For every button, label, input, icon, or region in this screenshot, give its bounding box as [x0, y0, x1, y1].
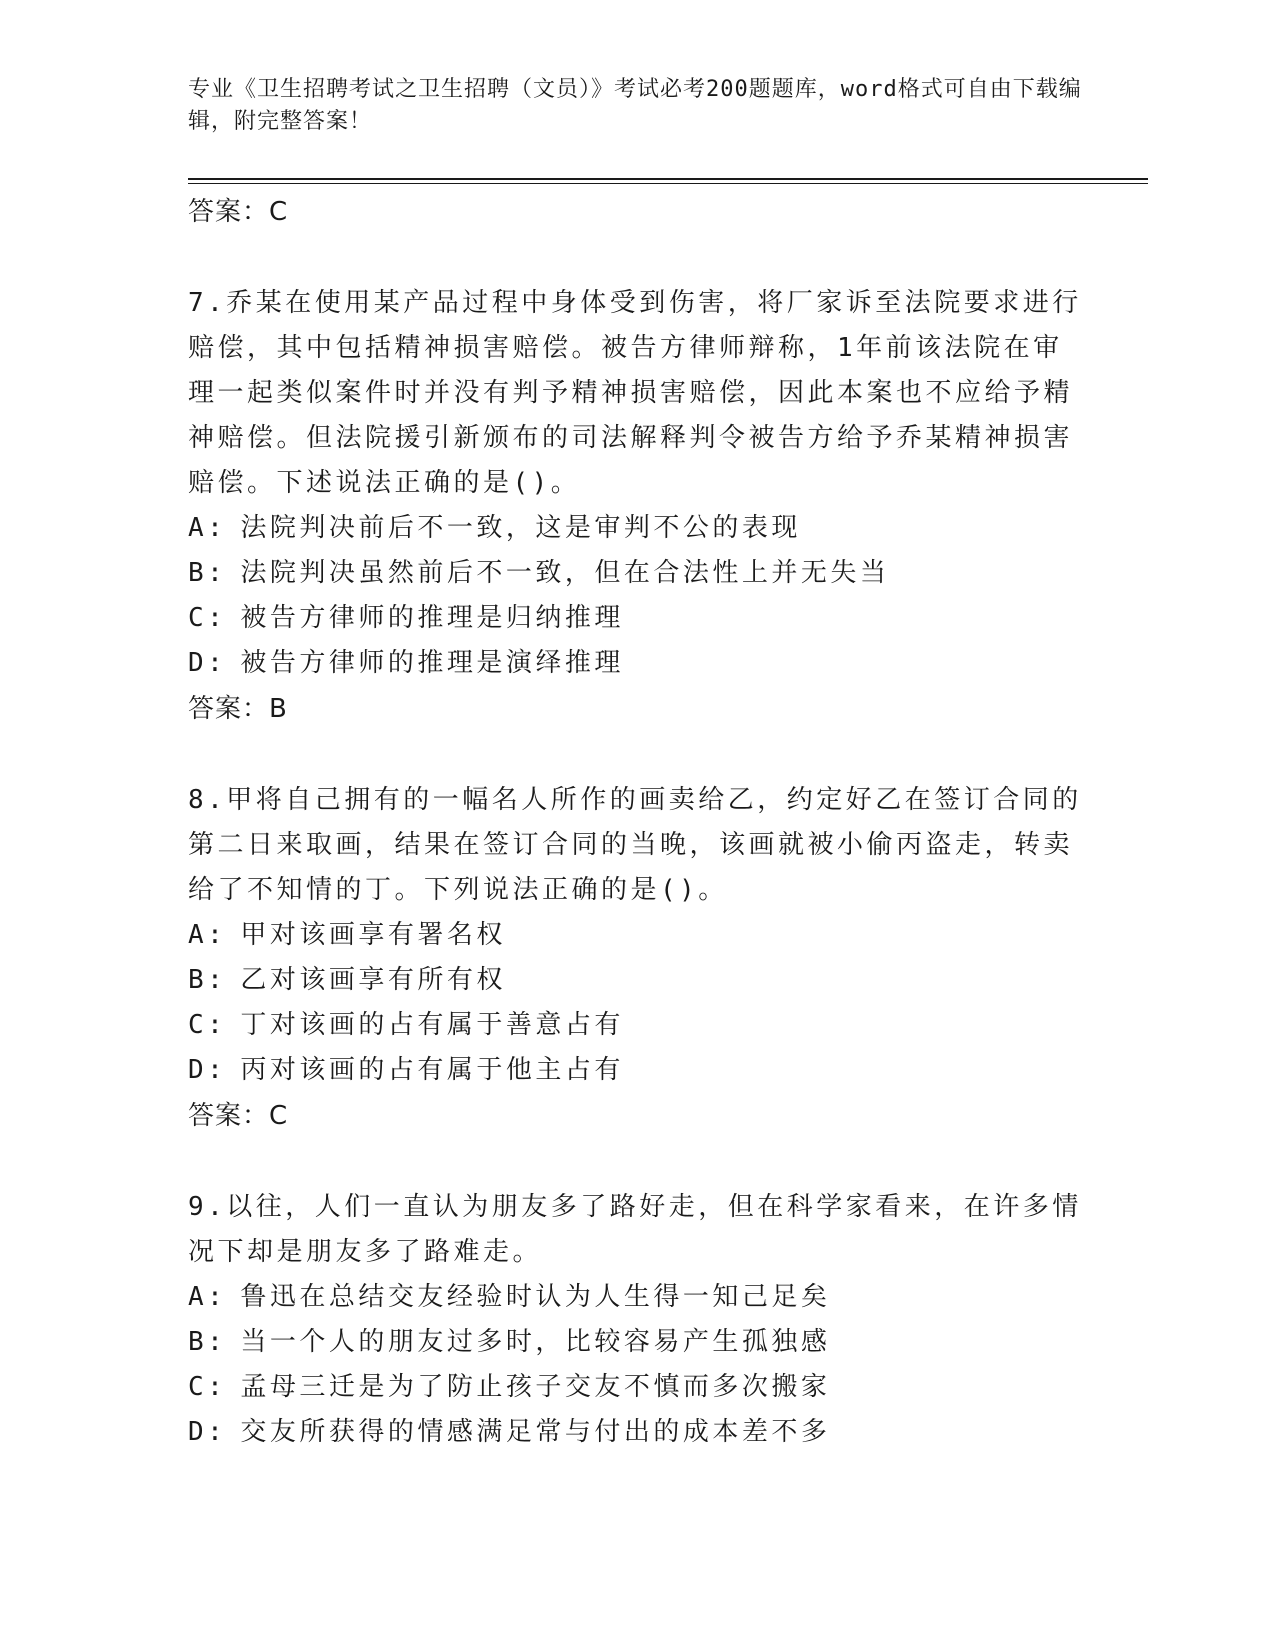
option-text: 被告方律师的推理是演绎推理 [240, 648, 624, 678]
option-a [188, 1275, 1088, 1320]
option-key: B: [188, 558, 227, 588]
header-rule-thin [188, 183, 1148, 184]
option-key: B: [188, 965, 227, 995]
option-text: 当一个人的朋友过多时，比较容易产生孤独感 [240, 1327, 831, 1357]
option-b [188, 958, 1088, 1003]
option-b [188, 1320, 1088, 1365]
option-text: 鲁迅在总结交友经验时认为人生得一知己足矣 [240, 1282, 831, 1312]
answer-line: 答案：C [188, 197, 289, 227]
option-key: D: [188, 648, 227, 678]
answer-line: 答案：B [188, 694, 288, 724]
option-b [188, 551, 1088, 596]
option-key: B: [188, 1327, 227, 1357]
document-header: 专业《卫生招聘考试之卫生招聘（文员）》考试必考200题题库，word格式可自由下载编辑，附完整答案！ [188, 77, 1082, 134]
option-c [188, 1365, 1088, 1410]
option-c [188, 1003, 1088, 1048]
option-text: 丙对该画的占有属于他主占有 [240, 1055, 624, 1085]
question-7 [188, 281, 1088, 732]
option-text: 丁对该画的占有属于善意占有 [240, 1010, 624, 1040]
question-8 [188, 778, 1088, 1139]
option-text: 被告方律师的推理是归纳推理 [240, 603, 624, 633]
option-text: 法院判决前后不一致，这是审判不公的表现 [240, 513, 801, 543]
option-a [188, 913, 1088, 958]
option-d [188, 641, 1088, 686]
option-text: 孟母三迁是为了防止孩子交友不慎而多次搬家 [240, 1372, 831, 1402]
question-stem: 7.乔某在使用某产品过程中身体受到伤害，将厂家诉至法院要求进行赔偿，其中包括精神损害赔偿。被告方律师辩称，1年前该法院在审理一起类似案件时并没有判予精神损害赔偿，因此本案也不应给予精神赔偿。但法院援引新颁布的司法解释判令被告方给予乔某精神损害赔偿。下述说法正确的是()。 [188, 288, 1082, 498]
option-key: C: [188, 1372, 227, 1402]
question-stem: 8.甲将自己拥有的一幅名人所作的画卖给乙，约定好乙在签订合同的第二日来取画，结果在签订合同的当晚，该画就被小偷丙盗走，转卖给了不知情的丁。下列说法正确的是()。 [188, 785, 1082, 905]
option-text: 交友所获得的情感满足常与付出的成本差不多 [240, 1417, 831, 1447]
question-9 [188, 1185, 1088, 1455]
document-body [188, 189, 1088, 1455]
option-key: A: [188, 513, 227, 543]
option-d [188, 1410, 1088, 1455]
option-text: 法院判决虽然前后不一致，但在合法性上并无失当 [240, 558, 890, 588]
option-key: A: [188, 1282, 227, 1312]
option-key: C: [188, 1010, 227, 1040]
option-key: C: [188, 603, 227, 633]
option-text: 乙对该画享有所有权 [240, 965, 506, 995]
header-rule-thick [188, 178, 1148, 180]
option-c [188, 596, 1088, 641]
option-a [188, 506, 1088, 551]
answer-line: 答案：C [188, 1101, 289, 1131]
option-key: D: [188, 1417, 227, 1447]
option-d [188, 1048, 1088, 1093]
option-key: D: [188, 1055, 227, 1085]
option-text: 甲对该画享有署名权 [240, 920, 506, 950]
option-key: A: [188, 920, 227, 950]
question-stem: 9.以往，人们一直认为朋友多了路好走，但在科学家看来，在许多情况下却是朋友多了路难走。 [188, 1192, 1082, 1267]
